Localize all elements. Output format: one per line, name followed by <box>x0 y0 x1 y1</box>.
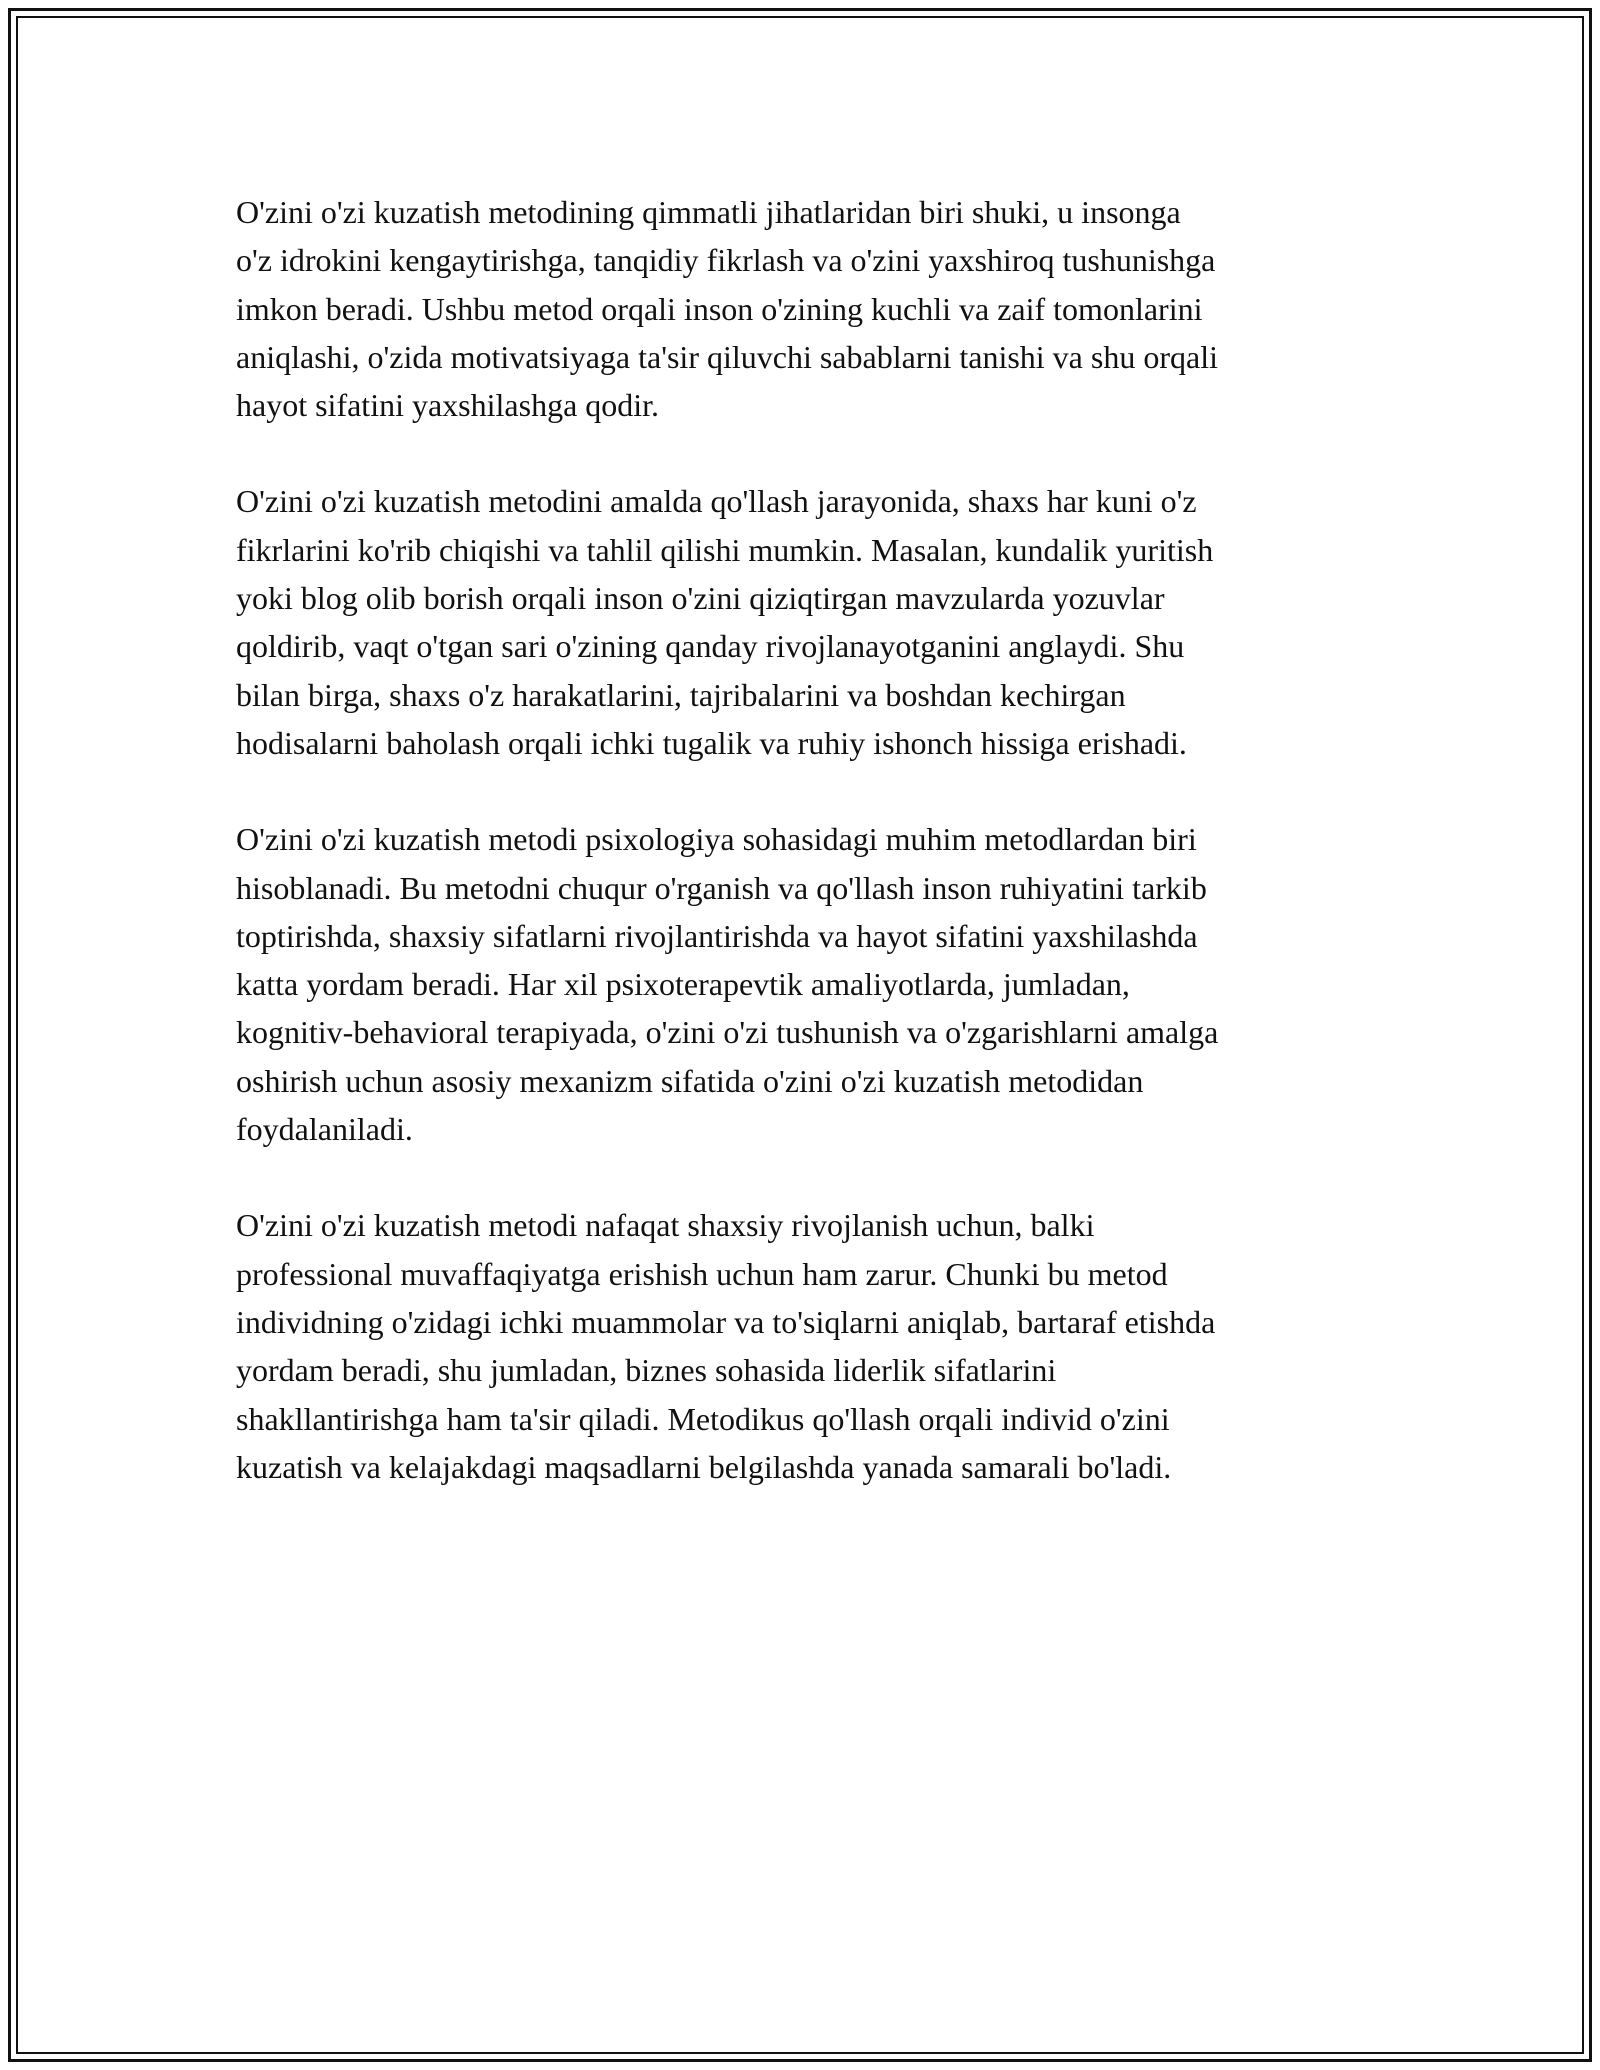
text-line: O'zini o'zi kuzatish metodining qimmatli jihatlaridan biri shuki, u insonga <box>236 194 1181 230</box>
document-body <box>236 188 1366 1539</box>
text-line: kuzatish va kelajakdagi maqsadlarni belgilashda yanada samarali bo'ladi. <box>236 1448 1172 1485</box>
paragraph-3 <box>236 815 1366 1153</box>
text-line: O'zini o'zi kuzatish metodini amalda qo'llash jarayonida, shaxs har kuni o'z <box>236 483 1197 520</box>
text-line: O'zini o'zi kuzatish metodi psixologiya sohasidagi muhim metodlardan biri <box>236 821 1197 858</box>
text-line: kognitiv-behavioral terapiyada, o'zini o'zi tushunish va o'zgarishlarni amalga <box>236 1014 1219 1051</box>
text-line: professional muvaffaqiyatga erishish uchun ham zarur. Chunki bu metod <box>236 1255 1168 1292</box>
text-line: foydalaniladi. <box>236 1111 413 1148</box>
text-line: bilan birga, shaxs o'z harakatlarini, tajribalarini va boshdan kechirgan <box>236 676 1126 713</box>
text-line: oshirish uchun asosiy mexanizm sifatida o'zini o'zi kuzatish metodidan <box>236 1062 1144 1099</box>
text-line: aniqlashi, o'zida motivatsiyaga ta'sir qiluvchi sabablarni tanishi va shu orqali <box>236 338 1218 375</box>
text-line: o'z idrokini kengaytirishga, tanqidiy fikrlash va o'zini yaxshiroq tushunishga <box>236 242 1216 279</box>
paragraph-4 <box>236 1201 1366 1491</box>
text-line: yoki blog olib borish orqali inson o'zini qiziqtirgan mavzularda yozuvlar <box>236 580 1165 617</box>
paragraph-2 <box>236 477 1366 767</box>
text-line: shakllantirishga ham ta'sir qiladi. Metodikus qo'llash orqali individ o'zini <box>236 1400 1170 1437</box>
text-line: toptirishda, shaxsiy sifatlarni rivojlantirishda va hayot sifatini yaxshilashda <box>236 917 1198 954</box>
text-line: O'zini o'zi kuzatish metodi nafaqat shaxsiy rivojlanish uchun, balki <box>236 1207 1095 1244</box>
paragraph-1 <box>236 188 1366 429</box>
text-line: fikrlarini ko'rib chiqishi va tahlil qilishi mumkin. Masalan, kundalik yuritish <box>236 531 1214 568</box>
text-line: hayot sifatini yaxshilashga qodir. <box>236 387 660 424</box>
text-line: hisoblanadi. Bu metodni chuqur o'rganish va qo'llash inson ruhiyatini tarkib <box>236 869 1207 906</box>
text-line: hodisalarni baholash orqali ichki tugalik va ruhiy ishonch hissiga erishadi. <box>236 724 1187 761</box>
text-line: imkon beradi. Ushbu metod orqali inson o'zining kuchli va zaif tomonlarini <box>236 290 1203 327</box>
text-line: qoldirib, vaqt o'tgan sari o'zining qanday rivojlanayotganini anglaydi. Shu <box>236 628 1185 665</box>
text-line: individning o'zidagi ichki muammolar va to'siqlarni aniqlab, bartaraf etishda <box>236 1303 1216 1340</box>
text-line: katta yordam beradi. Har xil psixoterapevtik amaliyotlarda, jumladan, <box>236 966 1130 1003</box>
text-line: yordam beradi, shu jumladan, biznes sohasida liderlik sifatlarini <box>236 1352 1057 1389</box>
